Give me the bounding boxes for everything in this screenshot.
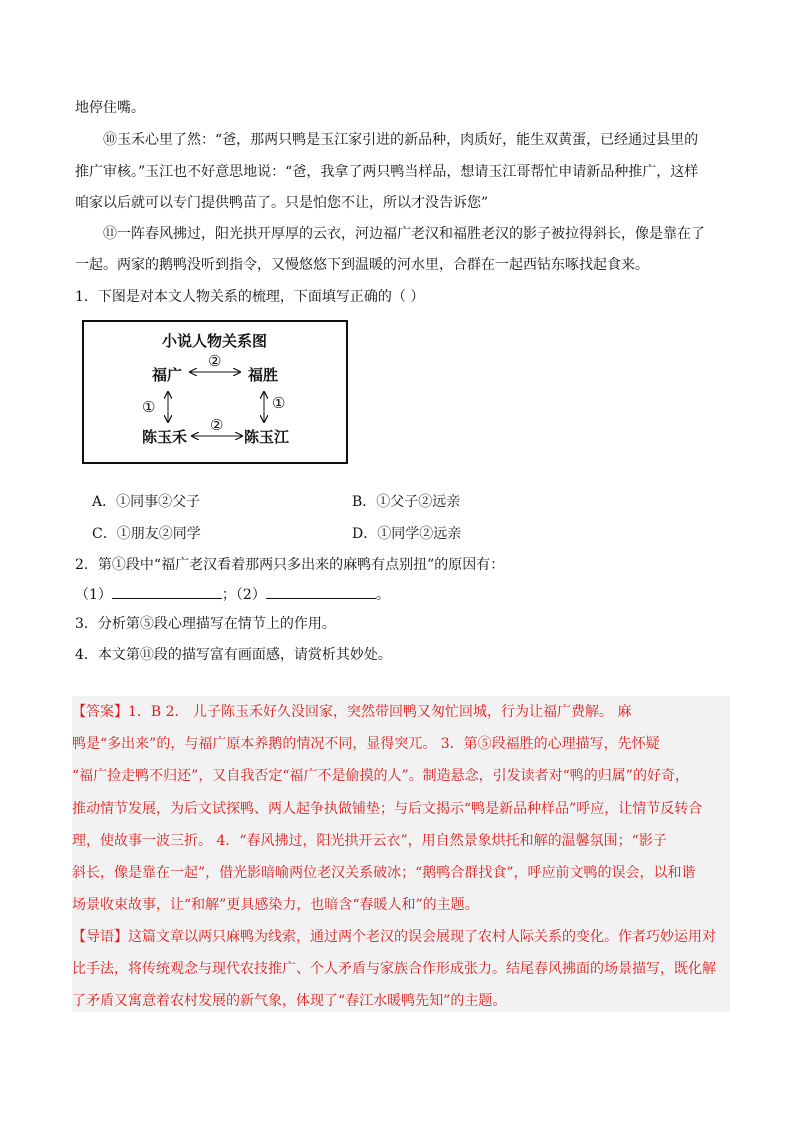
paragraph-11-line: ⑪一阵春风拂过，阳光拱开厚厚的云衣，河边福广老汉和福胜老汉的影子被拉得斜长，像是靠在了 xyxy=(103,226,705,242)
guide-line: 【导语】这篇文章以两只麻鸭为线索，通过两个老汉的误会展现了农村人际关系的变化。作者巧妙运用对 xyxy=(72,929,716,945)
answer-line: 推动情节发展，为后文试探鸭、两人起争执做铺垫；与后文揭示“鸭是新品种样品”呼应，让情节反转合 xyxy=(72,801,703,817)
answer-line: 理，使故事一波三折。 4．“春风拂过，阳光拱开云衣”，用自然景象烘托和解的温馨氛围；“影子 xyxy=(72,833,667,849)
guide-line: 比手法，将传统观念与现代农技推广、个人矛盾与家族合作形成张力。结尾春风拂面的场景描写，既化解 xyxy=(72,961,716,977)
guide-tag: 【导语】 xyxy=(72,929,128,945)
blank-1-label: （1） xyxy=(75,587,112,603)
option-d[interactable]: D．①同学②远亲 xyxy=(352,526,462,542)
answer-line: 【答案】1．B 2． 儿子陈玉禾好久没回家，突然带回鸭又匆忙回城，行为让福广费解。 麻 xyxy=(72,704,632,720)
label-right: ① xyxy=(272,394,286,412)
answer-line: “福广捡走鸭不归还”，又自我否定“福广不是偷摸的人”。制造悬念，引发读者对“鸭的归属”的好奇， xyxy=(72,768,689,784)
answer-line: 斜长，像是靠在一起”，借光影暗喻两位老汉关系破冰；“鹅鸭合群找食”，呼应前文鸭的误会，以和谐 xyxy=(72,865,696,881)
question-2-blanks xyxy=(75,584,725,605)
blank-1[interactable] xyxy=(112,584,222,599)
answer-tag: 【答案】 xyxy=(72,704,128,720)
blank-separator: ；（2） xyxy=(221,587,266,603)
relationship-diagram xyxy=(82,320,348,464)
label-bottom: ② xyxy=(210,416,224,434)
answer-line: 场景收束故事，让“和解”更具感染力，也暗含“春暖人和”的主题。 xyxy=(72,897,479,913)
question-3-stem: 3．分析第⑤段心理描写在情节上的作用。 xyxy=(75,616,336,632)
question-2-stem: 2．第①段中“福广老汉看着那两只多出来的麻鸭有点别扭”的原因有： xyxy=(75,557,505,573)
paragraph-10-line: 咱家以后就可以专门提供鸭苗了。只是怕您不让，所以才没告诉您” xyxy=(75,195,489,211)
paragraph-10-line: ⑩玉禾心里了然：“爸，那两只鸭是玉江家引进的新品种，肉质好，能生双黄蛋，已经通过县里的 xyxy=(103,132,699,148)
node-chen-yujiang: 陈玉江 xyxy=(244,428,290,446)
label-top: ② xyxy=(208,352,222,370)
node-fusheng: 福胜 xyxy=(248,366,279,384)
question-1-stem: 1．下图是对本文人物关系的梳理，下面填写正确的（ ） xyxy=(75,289,425,305)
node-fuguang: 福广 xyxy=(152,366,183,384)
diagram-title: 小说人物关系图 xyxy=(162,332,268,350)
option-a[interactable]: A．①同事②父子 xyxy=(92,494,201,510)
paragraph-11-line: 一起。两家的鹅鸭没听到指令，又慢悠悠下到温暖的河水里，合群在一起西钻东啄找起食来。 xyxy=(75,257,649,273)
label-left: ① xyxy=(142,398,156,416)
guide-line: 了矛盾又寓意着农村发展的新气象，体现了“春江水暖鸭先知”的主题。 xyxy=(72,993,507,1009)
answer-line: 鸭是“多出来”的，与福广原本养鹅的情况不同，显得突兀。 3．第⑤段福胜的心理描写，先怀疑 xyxy=(72,736,660,752)
question-4-stem: 4．本文第⑪段的描写富有画面感，请赏析其妙处。 xyxy=(75,647,392,663)
option-b[interactable]: B．①父子②远亲 xyxy=(352,494,461,510)
node-chen-yuhe: 陈玉禾 xyxy=(142,428,188,446)
passage-line: 地停住嘴。 xyxy=(75,100,145,116)
blank-end: 。 xyxy=(375,587,390,603)
option-c[interactable]: C．①朋友②同学 xyxy=(92,526,201,542)
paragraph-10-line: 推广审核。”玉江也不好意思地说：“爸，我拿了两只鸭当样品，想请玉江哥帮忙申请新品种推广，这样 xyxy=(75,164,699,180)
blank-2[interactable] xyxy=(266,584,376,599)
